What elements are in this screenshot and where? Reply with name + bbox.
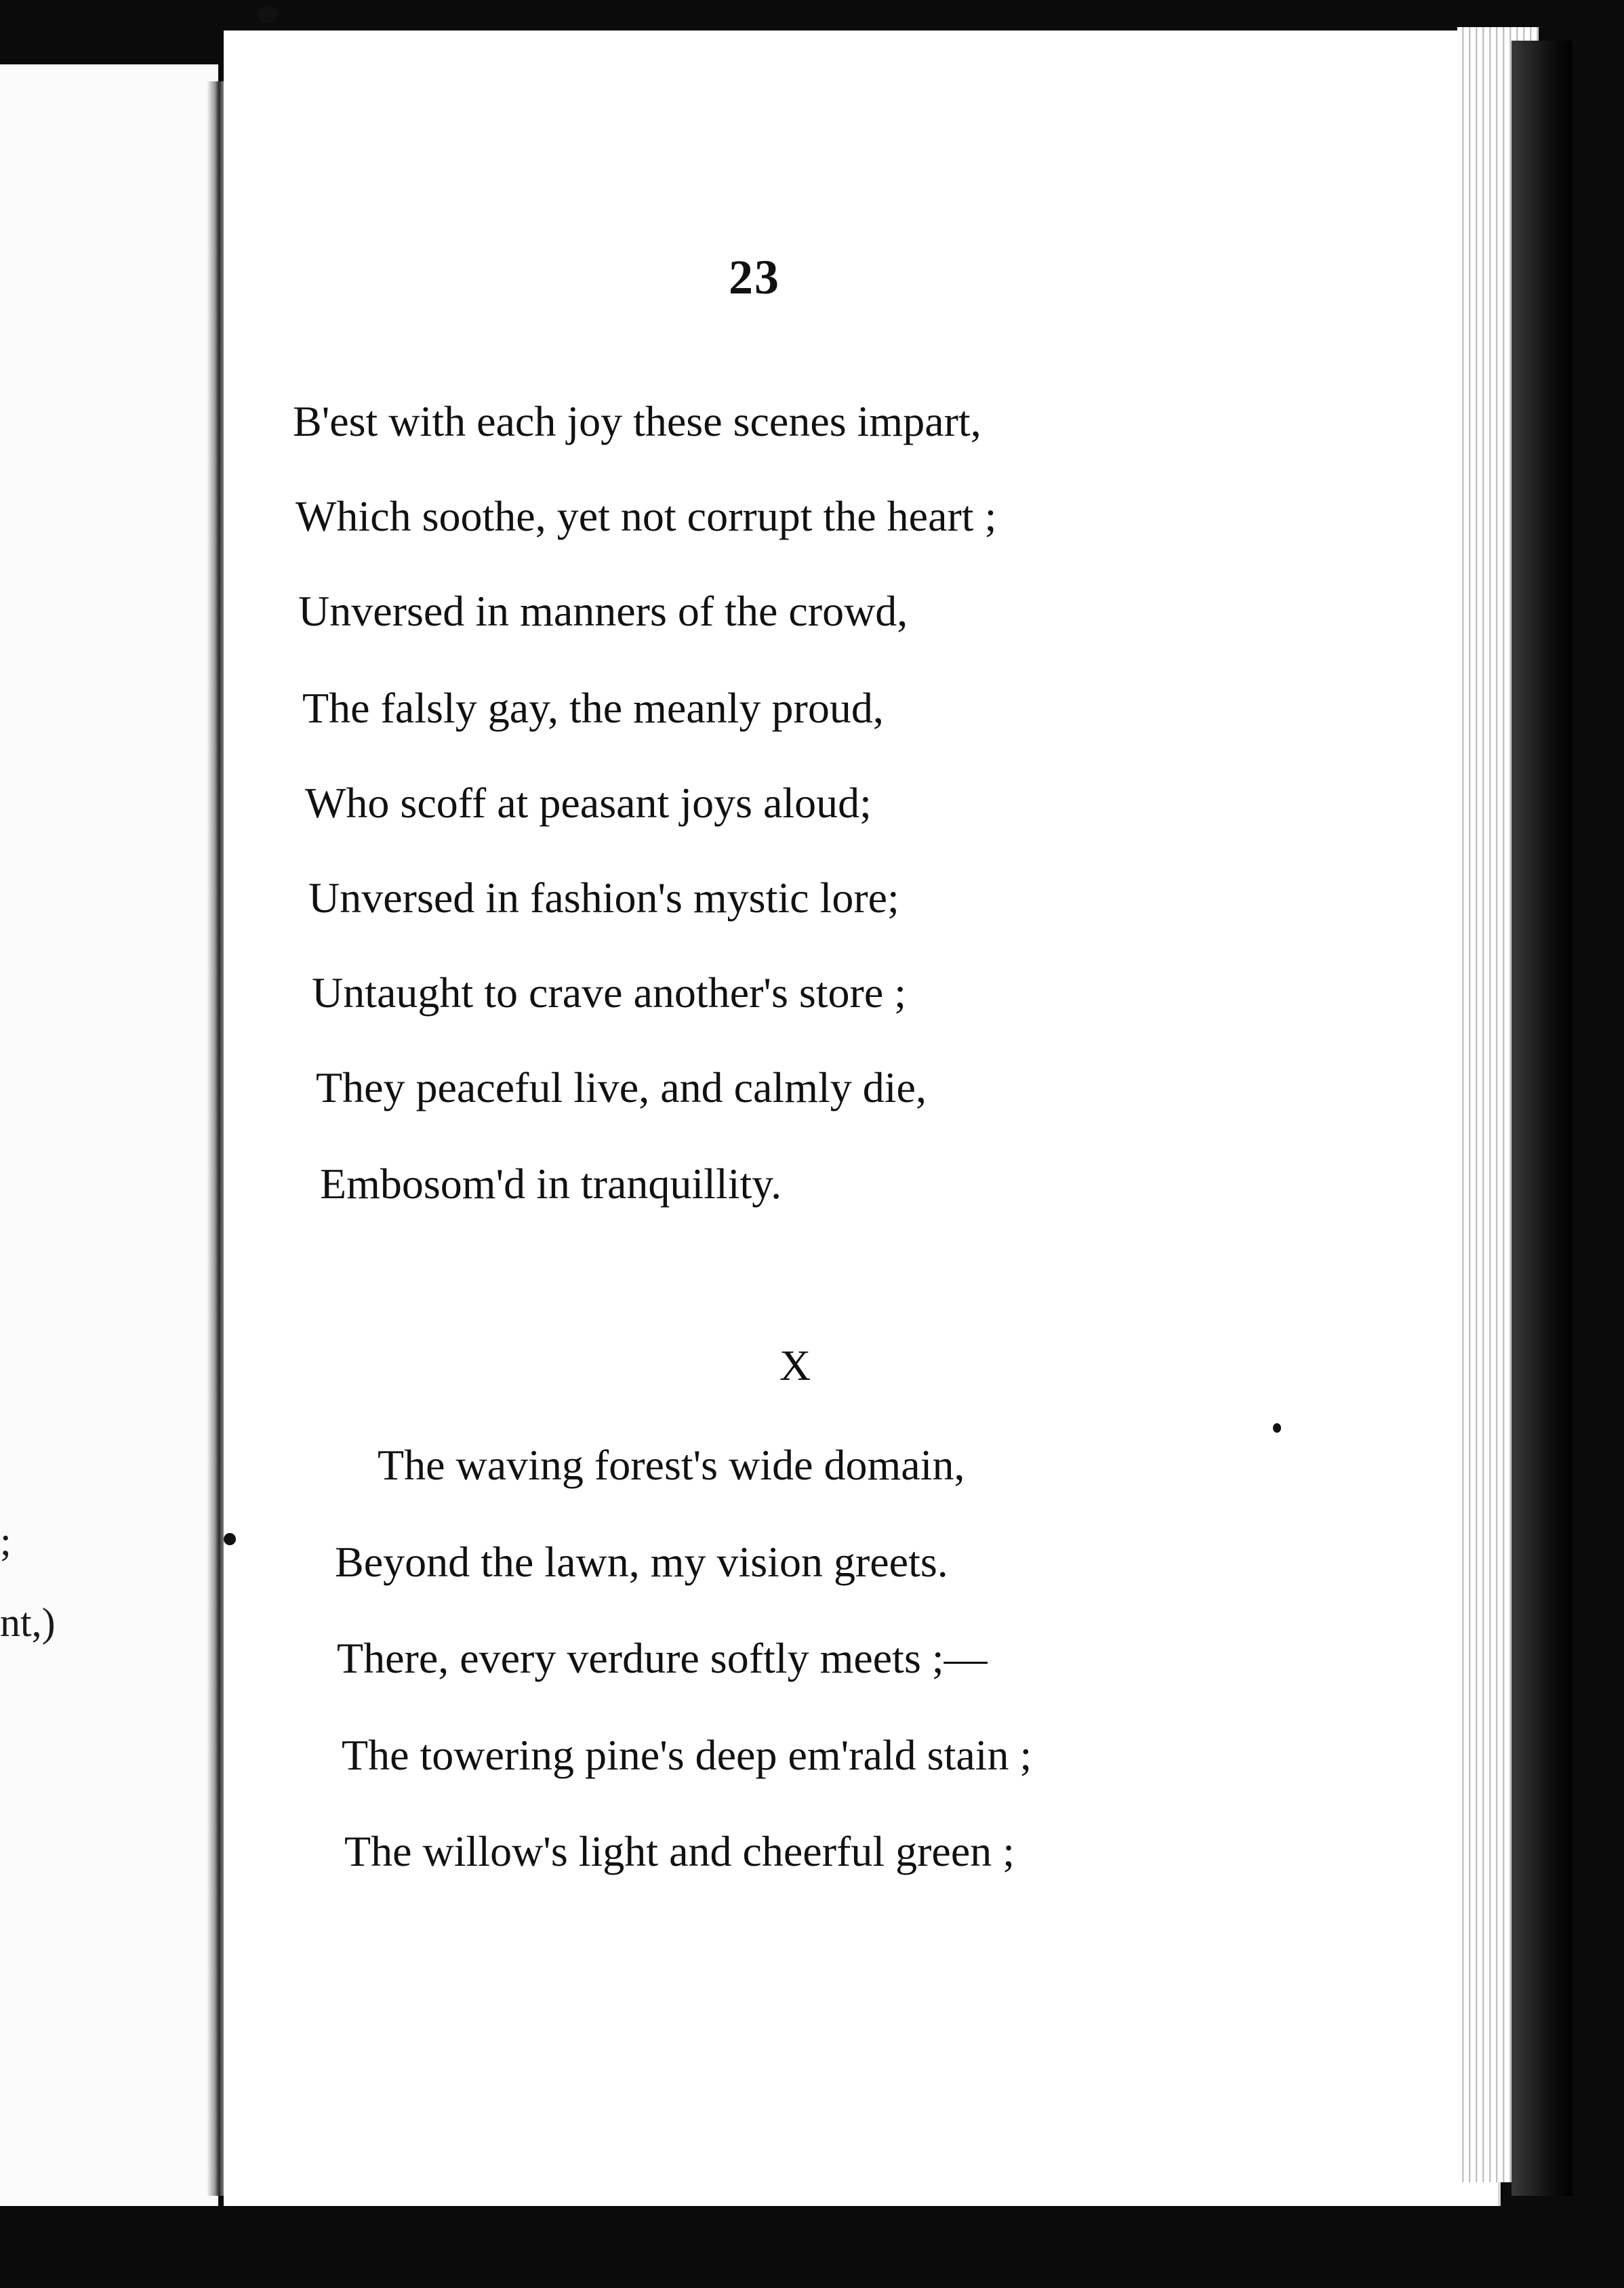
poem-line: The waving forest's wide domain,	[378, 1441, 965, 1489]
poem-line: Which soothe, yet not corrupt the heart ;	[296, 492, 997, 540]
poem-line: Untaught to crave another's store ;	[312, 968, 907, 1017]
left-page-fragment: ;	[0, 1519, 12, 1564]
ink-speck	[258, 5, 278, 23]
page-number: 23	[729, 250, 780, 304]
section-heading: X	[779, 1341, 811, 1389]
ink-speck	[224, 1533, 236, 1545]
poem-line: The willow's light and cheerful green ;	[344, 1827, 1015, 1875]
poem-line: There, every verdure softly meets ;—	[337, 1634, 988, 1682]
book-page	[224, 30, 1501, 2206]
left-page-fragment: nt,)	[0, 1600, 56, 1645]
left-facing-page	[0, 64, 218, 2206]
book-cover-edge	[1511, 41, 1572, 2196]
poem-line: Unversed in manners of the crowd,	[298, 587, 908, 635]
ink-speck	[1273, 1423, 1281, 1433]
poem-line: The falsly gay, the meanly proud,	[302, 684, 884, 732]
poem-line: Unversed in fashion's mystic lore;	[308, 874, 899, 922]
poem-line: Who scoff at peasant joys aloud;	[305, 779, 872, 827]
poem-line: Beyond the lawn, my vision greets.	[335, 1538, 948, 1586]
poem-line: Embosom'd in tranquillity.	[320, 1160, 782, 1208]
poem-line: They peaceful live, and calmly die,	[316, 1063, 927, 1111]
poem-line: The towering pine's deep em'rald stain ;	[342, 1731, 1032, 1779]
poem-line: B'est with each joy these scenes impart,	[293, 397, 981, 445]
